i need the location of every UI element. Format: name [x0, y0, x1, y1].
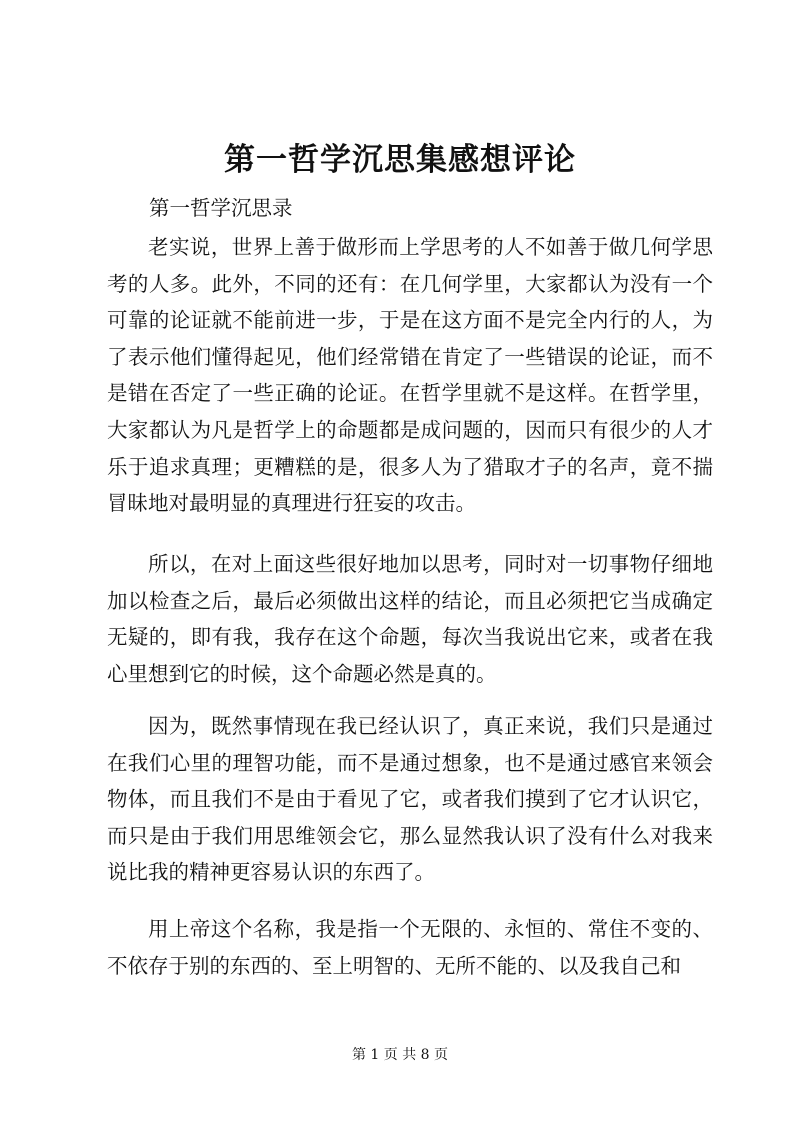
paragraph-1: 老实说，世界上善于做形而上学思考的人不如善于做几何学思考的人多。此外，不同的还有：在几何学里，大家都认为没有一个可靠的论证就不能前进一步，于是在这方面不是完全内行的人，为了表示他们懂得起见，他们经常错在肯定了一些错误的论证，而不是错在否定了一些正确的论证。在哲学里就不是这样。在哲学里，大家都认为凡是哲学上的命题都是成问题的，因而只有很少的人才乐于追求真理；更糟糕的是，很多人为了猎取才子的名声，竟不揣冒昧地对最明显的真理进行狂妄的攻击。: [107, 235, 713, 516]
paragraph-4: 用上帝这个名称，我是指一个无限的、永恒的、常住不变的、不依存于别的东西的、至上明智的、无所不能的、以及我自己和: [107, 917, 713, 978]
paragraph-3: 因为，既然事情现在我已经认识了，真正来说，我们只是通过在我们心里的理智功能，而不是通过想象，也不是通过感官来领会物体，而且我们不是由于看见了它，或者我们摸到了它才认识它，而只是由于我们用思维领会它，那么显然我认识了没有什么对我来说比我的精神更容易认识的东西了。: [107, 714, 713, 885]
paragraph-2: 所以，在对上面这些很好地加以思考，同时对一切事物仔细地加以检查之后，最后必须做出这样的结论，而且必须把它当成确定无疑的，即有我，我存在这个命题，每次当我说出它来，或者在我心里想到它的时候，这个命题必然是真的。: [107, 552, 713, 686]
page-footer: 第 1 页 共 8 页: [351, 1047, 449, 1063]
document-subtitle: 第一哲学沉思录: [149, 196, 293, 220]
document-title: 第一哲学沉思集感想评论: [224, 142, 576, 178]
